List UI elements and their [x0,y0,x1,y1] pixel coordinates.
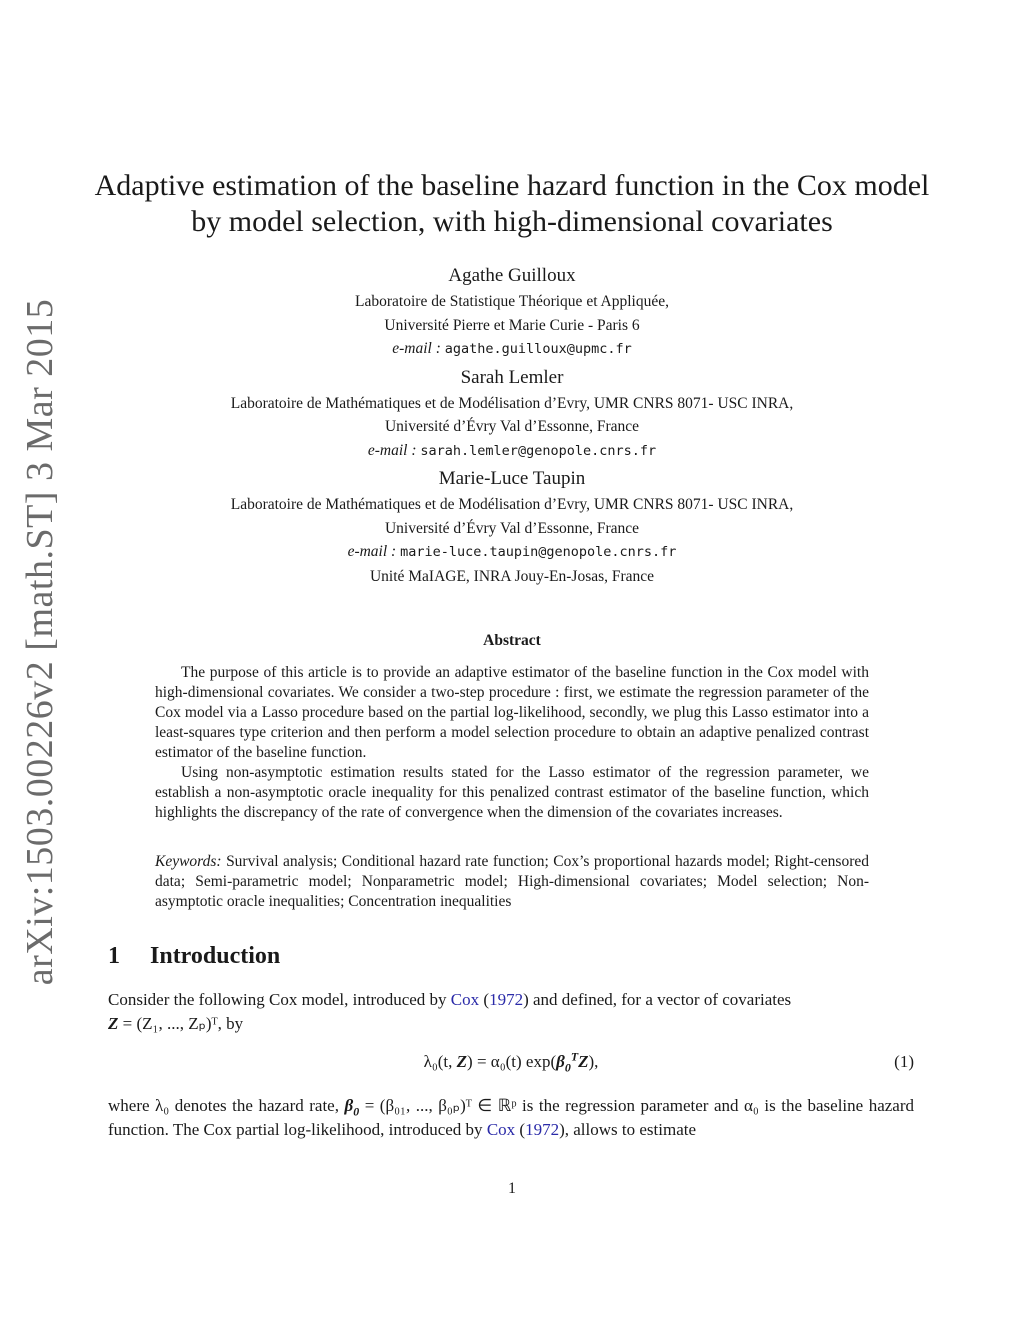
abstract-paragraph-1: The purpose of this article is to provide an adaptive estimator of the baseline function in the Cox model with high-dimensional covariates. We consider a two-step procedure : first, we estimate the regression parameter of the Cox model via a Lasso procedure based on the partial log-likelihood, secondly, we plug this Lasso estimator into a least-squares type criterion and then perform a model selection procedure to obtain an adaptive penalized contrast estimator of the baseline function. [155,664,869,761]
section-heading [108,943,280,970]
abstract-paragraph-2: Using non-asymptotic estimation results stated for the Lasso estimator of the regression parameter, we establish a non-asymptotic oracle inequality for this penalized contrast estimator of the baseline function, which highlights the discrepancy of the rate of convergence when the dimension of the covariates increases. [155,764,869,821]
keywords-label: Keywords: [155,853,222,870]
author-1 [90,262,934,362]
section-number: 1 [108,943,120,969]
citation-year-link[interactable]: 1972 [525,1120,560,1139]
equation-number: (1) [894,1052,914,1071]
eq-rhs: ) = α₀(t) exp( [467,1052,557,1071]
equation-body [108,1049,914,1075]
author-affiliation: Université Pierre et Marie Curie - Paris 6 [384,316,640,334]
eq-lhs: λ₀(t, [423,1052,457,1071]
title-line-1: Adaptive estimation of the baseline hazard function in the Cox model [94,169,930,202]
author-affiliation: Laboratoire de Statistique Théorique et Appliquée, [355,293,669,310]
keywords-list: Survival analysis; Conditional hazard rate function; Cox’s proportional hazards model; Right-censored data; Semi-parametric model; Nonparametric model; High-dimensional covariates; Model selection; Non-asymptotic oracle inequalities; Concentration inequalities [155,853,870,910]
abstract [155,663,869,823]
para1-text-before: Consider the following Cox model, introduced by [108,990,447,1009]
math-beta0-transpose: $\beta_0^TZ$ [556,1049,589,1075]
arxiv-id: arXiv:1503.00226v2 [math.ST] 3 Mar 2015 [19,298,61,986]
z-definition: = (Z₁, ..., Zₚ)ᵀ, by [122,1014,244,1033]
email-label: e-mail : [347,543,397,560]
section-title: Introduction [150,943,281,969]
page-number: 1 [508,1180,516,1197]
body-paragraph-2: where λ₀ denotes the hazard rate, $\beta_0 = (\beta_{01}$, ..., β₀ₚ)ᵀ ∈ ℝᵖ is the regression parameter and α₀ is the baseline hazard function. The Cox partial log-likelihood, introduced by Cox (1972), allows to estimate [108,1096,915,1139]
paper-title [90,168,934,240]
equation-1 [108,1049,914,1078]
author-2 [90,364,934,464]
arxiv-stamp [0,0,80,1325]
author-email[interactable]: agathe.guilloux@upmc.fr [444,341,632,357]
para2-text-2: = (β₀₁, ..., β₀ₚ)ᵀ ∈ ℝᵖ is the regression parameter and α₀ is the baseline hazard function. The Cox partial log-likelihood, introduced by [108,1096,915,1139]
email-label: e-mail : [392,340,441,357]
author-email-line [90,540,934,565]
body-paragraph-1: Consider the following Cox model, introduced by Cox (1972) and defined, for a vector of covariates Z = (Z₁, ..., Zₚ)ᵀ, by [108,990,792,1033]
citation-link[interactable]: Cox [486,1120,516,1139]
author-name: Sarah Lemler [460,366,564,388]
citation-link[interactable]: Cox [450,990,480,1009]
email-label: e-mail : [367,441,417,459]
author-affiliation: Laboratoire de Mathématiques et de Modélisation d’Evry, UMR CNRS 8071- USC INRA, [230,496,794,513]
math-Z: Z [456,1052,468,1071]
author-affiliation-extra: Unité MaIAGE, INRA Jouy-En-Josas, France [369,567,655,585]
abstract-title: Abstract [483,632,541,649]
eq-end: ), [588,1052,599,1071]
para1-text-after: and defined, for a vector of covariates [532,990,792,1009]
author-email[interactable]: marie-luce.taupin@genopole.cnrs.fr [400,544,677,560]
author-affiliation: Université d’Évry Val d’Essonne, France [384,418,640,435]
author-email-line [90,439,934,464]
author-affiliation: Université d’Évry Val d’Essonne, France [384,519,640,537]
keywords [155,852,869,912]
author-email[interactable]: sarah.lemler@genopole.cnrs.fr [420,442,657,459]
citation-year-link[interactable]: 1972 [489,990,524,1009]
para2-text-1: where λ₀ denotes the hazard rate, [108,1096,339,1115]
math-Z: Z [108,1014,119,1033]
math-beta0: $\beta_0$ [344,1096,360,1119]
author-3 [90,465,934,588]
author-name: Agathe Guilloux [448,265,576,286]
authors-block [90,262,934,590]
author-email-line [90,337,934,362]
author-affiliation: Laboratoire de Mathématiques et de Modélisation d’Evry, UMR CNRS 8071- USC INRA, [230,394,794,412]
author-name: Marie-Luce Taupin [438,468,586,489]
para2-text-tail: , allows to estimate [564,1120,697,1139]
title-line-2: by model selection, with high-dimensional covariates [191,205,833,238]
